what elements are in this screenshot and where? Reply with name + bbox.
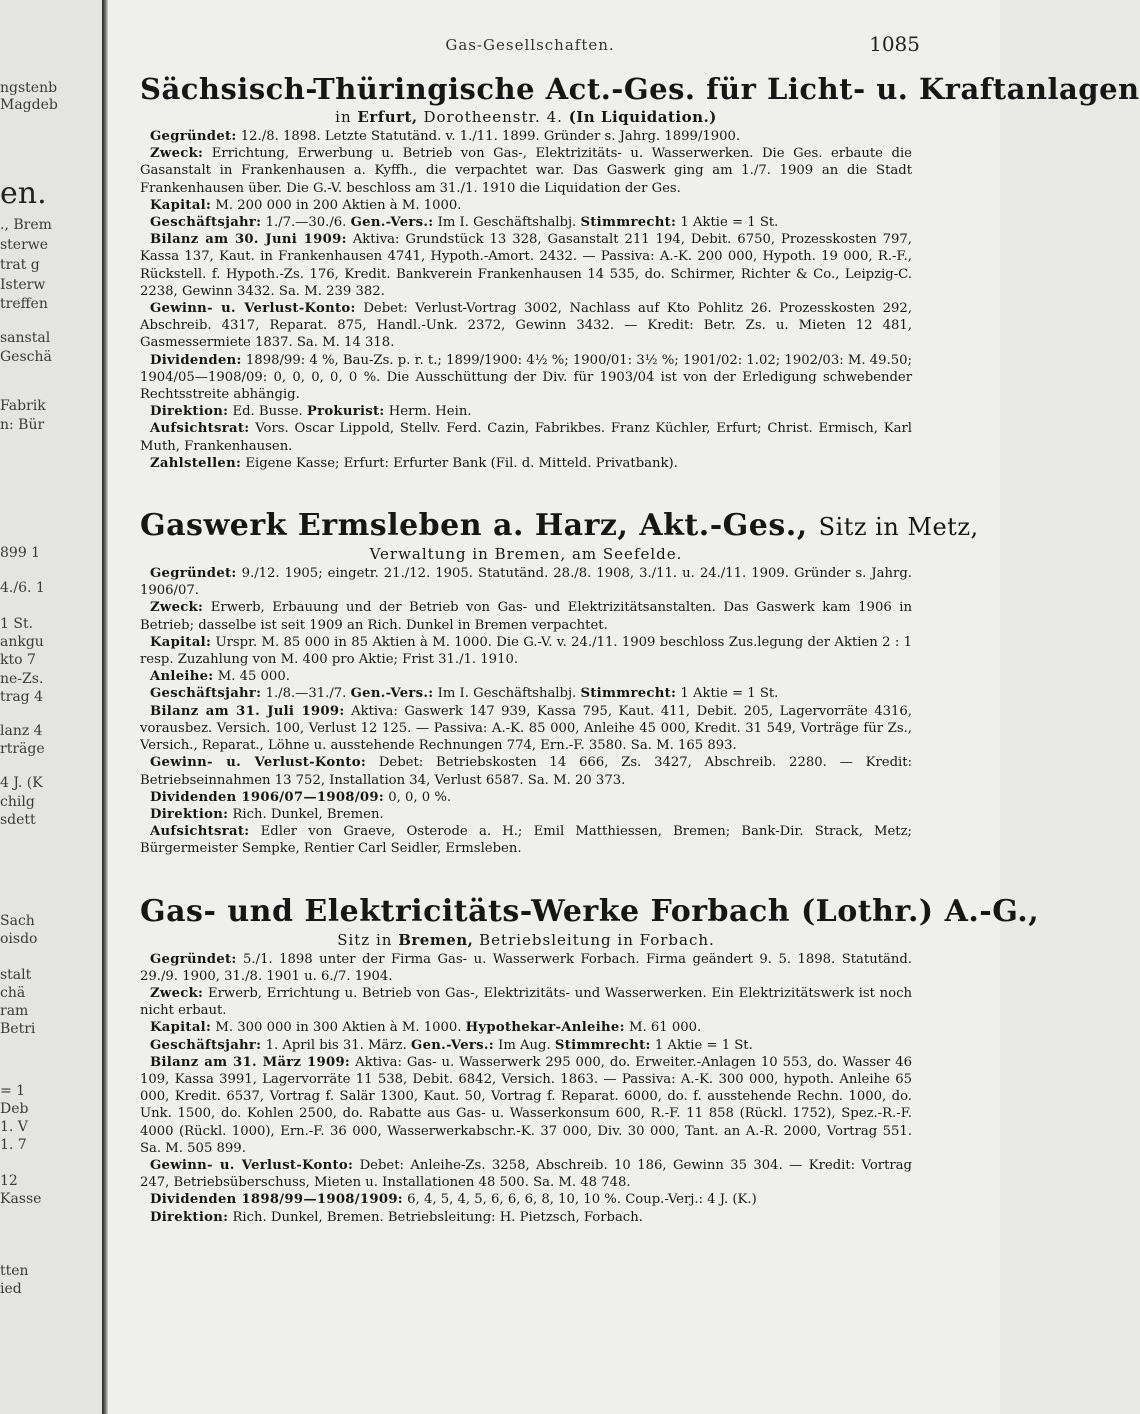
- margin-fragment: Isterw: [0, 277, 46, 293]
- entry-label: Bilanz am 31. Juli 1909:: [150, 703, 345, 719]
- margin-fragment: ngstenb: [0, 80, 58, 96]
- entry-text: 1 Aktie = 1 St.: [680, 215, 779, 231]
- company-seat: Sitz in Metz,: [818, 513, 979, 542]
- entry-capital: [140, 1019, 912, 1036]
- entry-balance: [140, 703, 912, 755]
- entry-text: Rich. Dunkel, Bremen. Betriebsleitung: H. Pietzsch, Forbach.: [232, 1209, 643, 1225]
- margin-fragment: rträge: [0, 741, 45, 757]
- margin-fragment: chä: [0, 985, 26, 1001]
- margin-fragment: Deb: [0, 1101, 29, 1117]
- margin-fragment: Betri: [0, 1021, 36, 1037]
- entry-text: 1 Aktie = 1 St.: [654, 1037, 753, 1053]
- entry-text: M. 300 000 in 300 Aktien à M. 1000.: [215, 1020, 462, 1036]
- page-content: [140, 72, 1140, 1262]
- entry-text: 1. April bis 31. März.: [265, 1037, 407, 1053]
- entry-loan: [140, 668, 912, 685]
- entry-purpose: [140, 145, 912, 197]
- entry-text: 1898/99: 4 %, Bau-Zs. p. r. t.; 1899/1900: 4½ %; 1900/01: 3½ %; 1901/02: 1.02; 1902/03: M. 49.50; 1904/05—1908/09: 0, 0, 0, 0, 0 %. Die Ausschüttung der Div. für 1903/04 ist von der Erledigung schwebender Rechtsstreite abhängig.: [140, 352, 912, 403]
- entry-profit-loss: [140, 1157, 912, 1191]
- entry-fiscal-year: [140, 1037, 912, 1054]
- entry-fiscal-year: [140, 685, 912, 702]
- entry-profit-loss: [140, 754, 912, 788]
- entry-label: Anleihe:: [150, 669, 214, 685]
- entry-label: Dividenden:: [150, 352, 242, 368]
- entry-text: Errichtung, Erwerbung u. Betrieb von Gas-, Elektrizitäts- u. Wasserwerken. Die Ges. erbaute die Gasanstalt in Frankenhausen a. Kyffh., die verpachtet war. Das Gaswerk ging am 1./7. 1909 an die Stadt Frankenhausen über. Die G.-V. beschloss am 31./1. 1910 die Liquidation der Ges.: [140, 146, 912, 196]
- margin-fragment: 1. V: [0, 1119, 28, 1135]
- entry-text: Rich. Dunkel, Bremen.: [232, 806, 384, 822]
- margin-fragment: ., Brem: [0, 217, 52, 233]
- entry-profit-loss: [140, 300, 912, 352]
- entry-management: [140, 403, 912, 420]
- location-prefix: Sitz in: [337, 930, 393, 949]
- entry-text: Edler von Graeve, Osterode a. H.; Emil Matthiessen, Bremen; Bank-Dir. Strack, Metz; Bürgermeister Sempke, Rentier Carl Seidler, Ermsleben.: [140, 824, 912, 857]
- margin-fragment: ram: [0, 1003, 29, 1019]
- margin-fragment: en.: [0, 176, 47, 211]
- entry-management: [140, 806, 912, 823]
- entry-text: Im Aug.: [498, 1037, 551, 1053]
- entry-text: M. 45 000.: [217, 669, 290, 685]
- entry-text: M. 200 000 in 200 Aktien à M. 1000.: [215, 197, 462, 213]
- margin-fragment: treffen: [0, 296, 48, 312]
- entry-text: Aktiva: Gaswerk 147 939, Kassa 795, Kaut. 411, Debit. 205, Lagervorräte 4316, vorausbez. Versich. 100, Verlust 12 125. — Passiva: A.-K. 85 000, Anleihe 45 000, Kredit. 31 549, Vorträge für Zs., Versich., Reparat., Löhne u. ausstehende Rechnungen 774, Ern.-F. 3580. Sa. M. 165 893.: [140, 703, 912, 754]
- entry-purpose: [140, 599, 912, 633]
- margin-fragment: = 1: [0, 1083, 26, 1099]
- entry-balance: [140, 1054, 912, 1157]
- entry-text: 12./8. 1898. Letzte Statutänd. v. 1./11. 1899. Gründer s. Jahrg. 1899/1900.: [240, 129, 741, 144]
- entry-capital: [140, 197, 912, 214]
- margin-fragment: Kasse: [0, 1191, 42, 1207]
- entry-capital: [140, 634, 912, 668]
- entry-text: 5./1. 1898 unter der Firma Gas- u. Wasserwerk Forbach. Firma geändert 9. 5. 1898. Statutänd. 29./9. 1900, 31./8. 1901 u. 6./7. 1904.: [140, 951, 912, 984]
- entry-label: Direktion:: [150, 404, 229, 420]
- entry-text: Erwerb, Erbauung und der Betrieb von Gas- und Elektrizitätsanstalten. Das Gaswerk kam 1906 in Betrieb; dasselbe ist seit 1909 an Rich. Dunkel in Bremen verpachtet.: [140, 600, 912, 633]
- entry-purpose: [140, 985, 912, 1019]
- entry-label: Dividenden 1906/07—1908/09:: [150, 789, 385, 805]
- entry-label: Hypothekar-Anleihe:: [465, 1020, 625, 1036]
- entry-label: Gen.-Vers.:: [411, 1037, 494, 1053]
- margin-fragment: 4 J. (K: [0, 775, 43, 791]
- entry-label: Gegründet:: [150, 951, 237, 967]
- entry-text: 0, 0, 0 %.: [388, 789, 452, 805]
- entry-dividends: [140, 1191, 912, 1208]
- margin-fragment: ankgu: [0, 634, 44, 650]
- entry-label: Gen.-Vers.:: [350, 215, 434, 231]
- entry-label: Zweck:: [150, 600, 204, 616]
- entry-dividends: [140, 352, 912, 404]
- entry-label: Direktion:: [150, 806, 229, 822]
- entry-text: Aktiva: Grundstück 13 328, Gasanstalt 211 194, Debit. 6750, Prozesskosten 797, Kassa 137, Kaut. in Frankenhausen 4741, Hypoth.-Amort. 2432. — Passiva: A.-K. 200 000, Hypoth. 19 000, R.-F., Rückstell. f. Hypoth.-Zs. 176, Kredit. Bankverein Frankenhausen 14 535, do. Schirmer, Richter & Co., Leipzig-C. 2238, Gewinn 3432. Sa. M. 239 382.: [140, 232, 912, 299]
- location-city: Bremen,: [398, 930, 474, 949]
- margin-fragment: tten: [0, 1263, 29, 1279]
- company-title: Sächsisch-Thüringische Act.-Ges. für Licht- u. Kraftanlagen: [140, 72, 1140, 106]
- company-entry: [140, 72, 1140, 472]
- company-entry: [140, 893, 1040, 1226]
- entry-label: Bilanz am 30. Juni 1909:: [150, 232, 347, 248]
- entry-text: 1 Aktie = 1 St.: [680, 686, 779, 702]
- margin-fragment: sterwe: [0, 237, 49, 253]
- margin-fragment: chilg: [0, 794, 35, 810]
- entry-text: Urspr. M. 85 000 in 85 Aktien à M. 1000. Die G.-V. v. 24./11. 1909 beschloss Zus.legung der Aktien 2 : 1 resp. Zuzahlung von M. 400 pro Aktie; Frist 31./1. 1910.: [140, 634, 912, 668]
- entry-fiscal-year: [140, 214, 912, 231]
- entry-label: Aufsichtsrat:: [150, 421, 250, 437]
- entry-text: Im I. Geschäftshalbj.: [437, 686, 577, 702]
- entry-text: M. 61 000.: [628, 1020, 702, 1036]
- entry-label: Zweck:: [150, 985, 204, 1001]
- entry-text: Im I. Geschäftshalbj.: [437, 215, 577, 231]
- entry-label: Gegründet:: [150, 129, 237, 144]
- entry-balance: [140, 231, 912, 300]
- entry-label: Zweck:: [150, 146, 204, 162]
- margin-fragment: ied: [0, 1281, 22, 1297]
- company-name: Gaswerk Ermsleben a. Harz, Akt.-Ges.,: [140, 508, 808, 544]
- margin-fragment: kto 7: [0, 652, 36, 668]
- margin-fragment: trag 4: [0, 689, 43, 705]
- entry-dividends: [140, 789, 912, 806]
- entry-label: Direktion:: [150, 1209, 229, 1225]
- entry-label: Stimmrecht:: [580, 215, 677, 231]
- location-prefix: in: [335, 108, 352, 126]
- entry-label: Bilanz am 31. März 1909:: [150, 1054, 351, 1070]
- entry-text: Aktiva: Gas- u. Wasserwerk 295 000, do. Erweiter.-Anlagen 10 553, do. Wasser 46 109, Kassa 3991, Lagervorräte 11 538, Debit. 6842, Versich. 1863. — Passiva: A.-K. 300 000, hypoth. Anleihe 65 000, Kredit. 6537, Vortrag f. Salär 1300, Kaut. 50, Vortrag f. Reparat. 6000, do. f. ausstehende Rechn. 1000, do. Unk. 1500, do. Kohlen 2500, do. Rabatte aus Gas- u. Wasserkonsum 600, R.-F. 11 858 (Rückl. 1752), Spez.-R.-F. 4000 (Rückl. 1000), Ern.-F. 36 000, Wasserwerkabschr.-K. 37 000, Div. 30 000, Tant. an A.-R. 2000, Vortrag 551. Sa. M. 505 899.: [140, 1054, 912, 1156]
- entry-text: Debet: Betriebskosten 14 666, Zs. 3427, Abschreib. 2280. — Kredit: Betriebseinnahmen 13 752, Installation 34, Verlust 6587. Sa. M. 20 373.: [140, 755, 912, 788]
- entry-text: Debet: Anleihe-Zs. 3258, Abschreib. 10 186, Gewinn 35 304. — Kredit: Vortrag 247, Betriebsüberschuss, Mieten u. Installationen 48 500. Sa. M. 48 748.: [140, 1157, 912, 1191]
- company-location: [140, 931, 912, 949]
- entry-label: Prokurist:: [306, 404, 385, 420]
- entry-label: Geschäftsjahr:: [150, 686, 262, 702]
- entry-label: Gegründet:: [150, 566, 237, 582]
- margin-fragment: trat g: [0, 257, 40, 273]
- margin-fragment: oisdo: [0, 931, 38, 947]
- company-entry: [140, 508, 979, 857]
- entry-text: 9./12. 1905; eingetr. 21./12. 1905. Statutänd. 28./8. 1908, 3./11. u. 24./11. 1909. Gründer s. Jahrg. 1906/07.: [140, 566, 912, 599]
- entry-text: 1./8.—31./7.: [265, 686, 347, 702]
- margin-fragment: Magdeb: [0, 97, 58, 113]
- page-number: 1085: [869, 32, 920, 56]
- margin-fragment: sanstal: [0, 330, 51, 346]
- facing-page-margin: [0, 0, 104, 1414]
- company-location: Verwaltung in Bremen, am Seefelde.: [369, 545, 683, 564]
- company-title: [140, 508, 979, 544]
- entry-label: Kapital:: [150, 1020, 212, 1036]
- entry-label: Gewinn- u. Verlust-Konto:: [150, 755, 367, 771]
- entry-text: Erwerb, Errichtung u. Betrieb von Gas-, Elektrizitäts- und Wasserwerken. Ein Elektrizitätswerk ist noch nicht erbaut.: [140, 985, 912, 1019]
- margin-fragment: 4./6. 1: [0, 580, 45, 596]
- entry-founded: [140, 565, 912, 599]
- company-title: Gas- und Elektricitäts-Werke Forbach (Lothr.) A.-G.,: [140, 893, 1040, 929]
- entry-text: Debet: Verlust-Vortrag 3002, Nachlass auf Kto Pohlitz 26. Prozesskosten 292, Abschreib. 4317, Reparat. 875, Handl.-Unk. 2372, Gewinn 3432. — Kredit: Betr. Zs. u. Mieten 12 481, Gasmessermiete 1837. Sa. M. 14 318.: [140, 301, 912, 351]
- entry-text: 6, 4, 5, 4, 5, 6, 6, 6, 8, 10, 10 %. Coup.-Verj.: 4 J. (K.): [407, 1192, 757, 1208]
- page-header: [140, 32, 920, 60]
- margin-fragment: 12: [0, 1173, 18, 1189]
- entry-management: [140, 1209, 912, 1226]
- margin-fragment: stalt: [0, 967, 32, 983]
- entry-supervisory-board: [140, 823, 912, 857]
- entry-text: Eigene Kasse; Erfurt: Erfurter Bank (Fil. d. Mitteld. Privatbank).: [245, 455, 678, 471]
- location-address: Betriebsleitung in Forbach.: [479, 930, 715, 949]
- entry-label: Stimmrecht:: [554, 1037, 651, 1053]
- entry-founded: [140, 128, 912, 145]
- liquidation-note: (In Liquidation.): [568, 108, 717, 126]
- entry-founded: [140, 951, 912, 985]
- margin-fragment: ne-Zs.: [0, 671, 44, 687]
- entry-label: Dividenden 1898/99—1908/1909:: [150, 1192, 403, 1208]
- entry-label: Stimmrecht:: [580, 686, 677, 702]
- location-city: Erfurt,: [357, 108, 418, 126]
- entry-label: Zahlstellen:: [150, 455, 242, 471]
- margin-fragment: 899 1: [0, 545, 41, 561]
- margin-fragment: sdett: [0, 812, 36, 828]
- entry-label: Gewinn- u. Verlust-Konto:: [150, 1157, 354, 1173]
- entry-label: Kapital:: [150, 634, 212, 650]
- entry-text: 1./7.—30./6.: [265, 215, 347, 231]
- margin-fragment: n: Bür: [0, 417, 45, 433]
- entry-supervisory-board: [140, 420, 912, 454]
- margin-fragment: 1. 7: [0, 1137, 27, 1153]
- margin-fragment: lanz 4: [0, 723, 43, 739]
- entry-label: Gen.-Vers.:: [350, 686, 434, 702]
- margin-fragment: 1 St.: [0, 616, 34, 632]
- entry-label: Kapital:: [150, 197, 212, 213]
- entry-text: Ed. Busse.: [232, 404, 303, 420]
- entry-text: Herm. Hein.: [388, 404, 472, 420]
- location-address: Dorotheenstr. 4.: [423, 108, 563, 126]
- entry-text: Vors. Oscar Lippold, Stellv. Ferd. Cazin, Fabrikbes. Franz Küchler, Erfurt; Christ. Ermisch, Karl Muth, Frankenhausen.: [140, 421, 913, 454]
- entry-label: Geschäftsjahr:: [150, 215, 262, 231]
- margin-fragment: Fabrik: [0, 398, 46, 414]
- entry-paying-agents: [140, 455, 912, 472]
- company-location: [140, 108, 912, 126]
- margin-fragment: Sach: [0, 913, 35, 929]
- entry-label: Aufsichtsrat:: [150, 824, 250, 840]
- running-head: Gas-Gesellschaften.: [445, 36, 615, 54]
- page-fold: [102, 0, 108, 1414]
- entry-label: Gewinn- u. Verlust-Konto:: [150, 301, 356, 317]
- margin-fragment: Geschä: [0, 349, 52, 365]
- entry-label: Geschäftsjahr:: [150, 1037, 262, 1053]
